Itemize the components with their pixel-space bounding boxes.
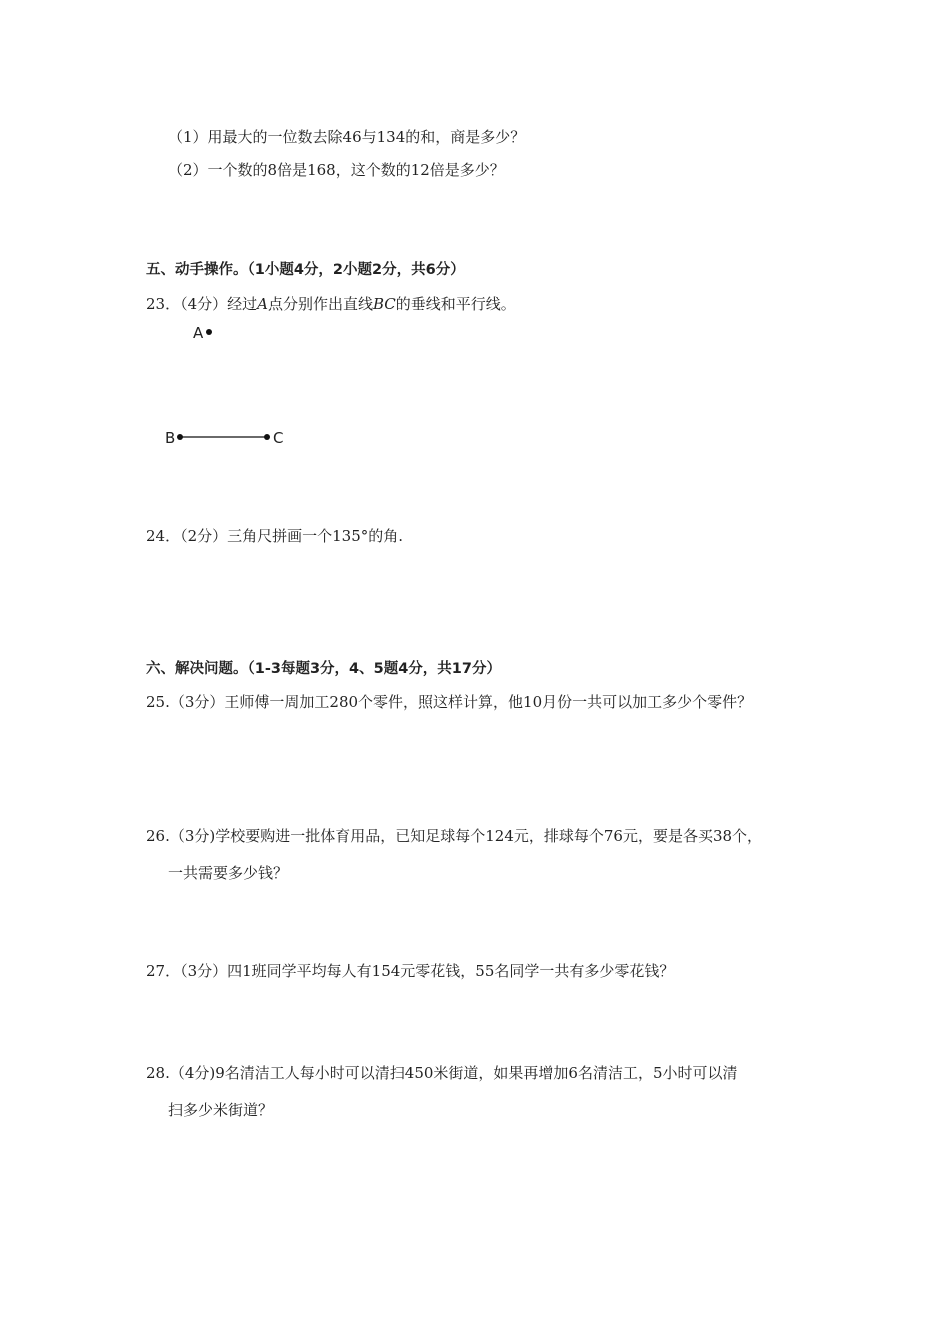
question-28-line-2: 扫多少米街道？ [168, 1101, 274, 1119]
question-27: 27．（3分）四1班同学平均每人有154元零花钱，55名同学一共有多少零花钱？ [146, 962, 675, 980]
question-23-mid: 点分别作出直线 [267, 295, 373, 313]
point-a-label: A [193, 324, 204, 342]
question-23-pre: 23．（4分）经过 [146, 295, 258, 313]
section-5-title: 五、动手操作。（1小题4分，2小题2分，共6分） [146, 262, 465, 278]
point-a [206, 329, 212, 335]
question-23-var-bc: BC [373, 295, 396, 313]
question-26-line-1: 26.（3分)学校要购进一批体育用品，已知足球每个124元，排球每个76元，要是各买38个， [146, 827, 763, 845]
question-25: 25.（3分）王师傅一周加工280个零件，照这样计算，他10月份一共可以加工多少个零件？ [146, 693, 753, 711]
point-b-label: B [165, 429, 176, 447]
sub-question-1: （1）用最大的一位数去除46与134的和，商是多少？ [168, 128, 526, 146]
sub-question-2: （2）一个数的8倍是168，这个数的12倍是多少？ [168, 161, 505, 179]
question-28-line-1: 28.（4分)9名清洁工人每小时可以清扫450米街道，如果再增加6名清洁工，5小时可以清 [146, 1064, 738, 1082]
section-6-title: 六、解决问题。（1-3每题3分，4、5题4分，共17分） [146, 661, 501, 677]
question-26-line-2: 一共需要多少钱？ [168, 864, 289, 882]
question-23-var-a: A [257, 295, 268, 313]
question-24: 24．（2分）三角尺拼画一个135°的角. [146, 527, 404, 545]
question-23-post: 的垂线和平行线。 [395, 295, 516, 313]
point-c-label: C [273, 429, 284, 447]
point-c [264, 434, 270, 440]
